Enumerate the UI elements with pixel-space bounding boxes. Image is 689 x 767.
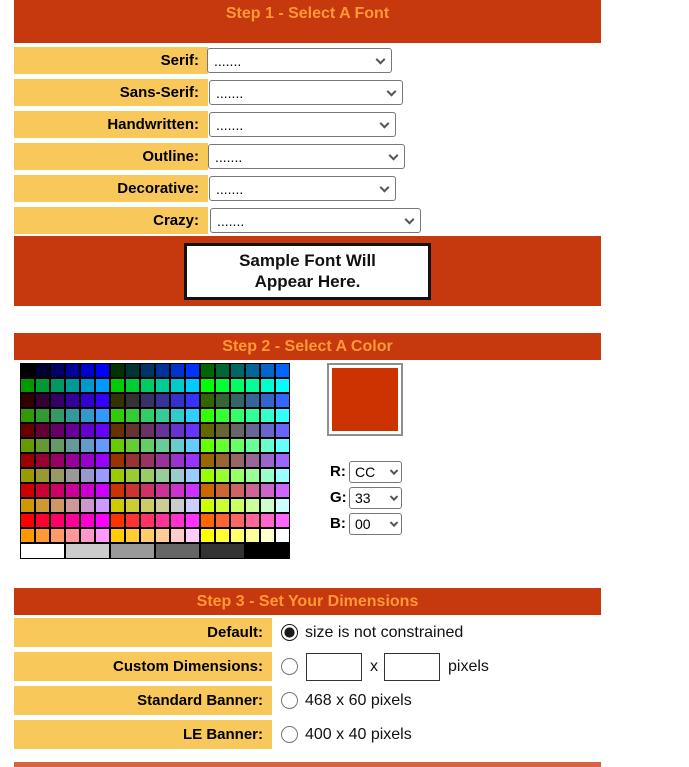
palette-swatch-FF6633[interactable] — [215, 513, 230, 528]
palette-swatch-6600FF[interactable] — [95, 423, 110, 438]
palette-swatch-FFFFCC[interactable] — [260, 528, 275, 543]
palette-swatch-CC0033[interactable] — [35, 483, 50, 498]
palette-swatch-663333[interactable] — [125, 423, 140, 438]
palette-swatch-99FFCC[interactable] — [260, 468, 275, 483]
le-banner-text: 400 x 40 pixels — [305, 725, 412, 743]
palette-swatch-FF99FF[interactable] — [95, 528, 110, 543]
palette-swatch-FF6666[interactable] — [230, 513, 245, 528]
websafe-color-palette — [20, 363, 292, 543]
step1-title: Step 1 - Select A Font — [225, 5, 390, 22]
palette-swatch-00FF66[interactable] — [230, 378, 245, 393]
palette-swatch-CCCC66[interactable] — [140, 498, 155, 513]
palette-swatch-FF0033[interactable] — [35, 513, 50, 528]
palette-swatch-0000FF[interactable] — [95, 363, 110, 378]
palette-swatch-CC6666[interactable] — [230, 483, 245, 498]
palette-swatch-330033[interactable] — [35, 393, 50, 408]
red-value-select[interactable] — [349, 461, 402, 483]
standard-banner-text: 468 x 60 pixels — [305, 691, 412, 709]
palette-swatch-FFCC33[interactable] — [125, 528, 140, 543]
le-banner-radio[interactable] — [281, 726, 298, 743]
palette-swatch-CC99FF[interactable] — [95, 498, 110, 513]
standard-banner-radio[interactable] — [281, 692, 298, 709]
palette-swatch-669999[interactable] — [65, 438, 80, 453]
palette-swatch-CC33CC[interactable] — [170, 483, 185, 498]
palette-swatch-6600CC[interactable] — [80, 423, 95, 438]
palette-swatch-FFCC66[interactable] — [140, 528, 155, 543]
palette-swatch-FFFF66[interactable] — [230, 528, 245, 543]
palette-swatch-996633[interactable] — [215, 453, 230, 468]
palette-swatch-669900[interactable] — [20, 438, 35, 453]
palette-swatch-0066CC[interactable] — [260, 363, 275, 378]
crazy-font-select[interactable] — [210, 208, 421, 233]
standard-banner-row — [0, 686, 689, 715]
palette-swatch-66FF00[interactable] — [200, 438, 215, 453]
palette-swatch-00CC99[interactable] — [155, 378, 170, 393]
palette-swatch-9900FF[interactable] — [95, 453, 110, 468]
palette-swatch-00CC33[interactable] — [125, 378, 140, 393]
crazy-label: Crazy: — [14, 207, 208, 234]
palette-swatch-006699[interactable] — [245, 363, 260, 378]
palette-swatch-FF33CC[interactable] — [170, 513, 185, 528]
step3-title: Step 3 - Set Your Dimensions — [196, 593, 419, 610]
palette-swatch-FF3399[interactable] — [155, 513, 170, 528]
palette-swatch-009933[interactable] — [35, 378, 50, 393]
palette-swatch-00CC00[interactable] — [110, 378, 125, 393]
palette-swatch-6666CC[interactable] — [260, 423, 275, 438]
palette-swatch-FFFFFF[interactable] — [20, 543, 65, 559]
sans-serif-font-select[interactable] — [209, 80, 403, 105]
palette-swatch-336600[interactable] — [200, 393, 215, 408]
palette-swatch-00FFCC[interactable] — [260, 378, 275, 393]
palette-swatch-CC9900[interactable] — [20, 498, 35, 513]
blue-value-select[interactable] — [349, 513, 402, 535]
palette-swatch-0033CC[interactable] — [170, 363, 185, 378]
palette-swatch-009999[interactable] — [65, 378, 80, 393]
standard-banner-label: Standard Banner: — [14, 686, 272, 715]
decorative-font-select[interactable] — [209, 176, 396, 201]
palette-swatch-660066[interactable] — [50, 423, 65, 438]
sans-serif-select-wrap — [209, 80, 403, 105]
palette-swatch-CCCCCC[interactable] — [170, 498, 185, 513]
palette-swatch-33FF99[interactable] — [245, 408, 260, 423]
custom-dimensions-row — [0, 652, 689, 681]
next-section-edge — [14, 762, 601, 767]
palette-swatch-CC99CC[interactable] — [80, 498, 95, 513]
palette-swatch-CC6600[interactable] — [200, 483, 215, 498]
palette-swatch-336666[interactable] — [230, 393, 245, 408]
palette-swatch-00FFFF[interactable] — [275, 378, 290, 393]
rgb-red-row — [330, 460, 402, 483]
palette-swatch-66FFFF[interactable] — [275, 438, 290, 453]
palette-swatch-663300[interactable] — [110, 423, 125, 438]
palette-swatch-000099[interactable] — [65, 363, 80, 378]
palette-swatch-33FF00[interactable] — [200, 408, 215, 423]
le-banner-label: LE Banner: — [14, 720, 272, 749]
red-select-wrap — [349, 461, 402, 483]
palette-swatch-CCFF66[interactable] — [230, 498, 245, 513]
palette-swatch-00CC66[interactable] — [140, 378, 155, 393]
palette-swatch-330000[interactable] — [20, 393, 35, 408]
palette-swatch-FF0099[interactable] — [65, 513, 80, 528]
palette-swatch-660099[interactable] — [65, 423, 80, 438]
palette-swatch-CCCCCC[interactable] — [65, 543, 110, 559]
palette-swatch-009900[interactable] — [20, 378, 35, 393]
step1-header — [14, 0, 601, 43]
palette-swatch-6633CC[interactable] — [170, 423, 185, 438]
palette-swatch-999999[interactable] — [110, 543, 155, 559]
palette-swatch-CC3300[interactable] — [110, 483, 125, 498]
palette-swatch-99FF00[interactable] — [200, 468, 215, 483]
palette-swatch-FF66FF[interactable] — [275, 513, 290, 528]
pixels-suffix: pixels — [448, 657, 489, 675]
palette-swatch-66FF33[interactable] — [215, 438, 230, 453]
palette-swatch-0099FF[interactable] — [95, 378, 110, 393]
outline-select-wrap — [208, 144, 405, 169]
custom-width-input[interactable] — [306, 653, 362, 681]
palette-swatch-33CCFF[interactable] — [185, 408, 200, 423]
palette-swatch-33FF66[interactable] — [230, 408, 245, 423]
palette-swatch-9933CC[interactable] — [170, 453, 185, 468]
palette-swatch-003366[interactable] — [140, 363, 155, 378]
palette-swatch-FFCC99[interactable] — [155, 528, 170, 543]
palette-swatch-CC3366[interactable] — [140, 483, 155, 498]
palette-swatch-FF3366[interactable] — [140, 513, 155, 528]
palette-swatch-996699[interactable] — [245, 453, 260, 468]
serif-font-select[interactable] — [207, 48, 392, 73]
palette-swatch-99CC33[interactable] — [125, 468, 140, 483]
palette-swatch-CCCCFF[interactable] — [185, 498, 200, 513]
palette-swatch-99CCFF[interactable] — [185, 468, 200, 483]
sans-serif-label: Sans-Serif: — [14, 79, 208, 106]
palette-swatch-000000[interactable] — [20, 363, 35, 378]
palette-swatch-999966[interactable] — [50, 468, 65, 483]
palette-swatch-006633[interactable] — [215, 363, 230, 378]
custom-height-input[interactable] — [384, 653, 440, 681]
palette-swatch-999900[interactable] — [20, 468, 35, 483]
palette-swatch-66CC00[interactable] — [110, 438, 125, 453]
palette-swatch-CC3333[interactable] — [125, 483, 140, 498]
palette-swatch-FF3300[interactable] — [110, 513, 125, 528]
step3-header — [14, 588, 601, 615]
palette-swatch-3366CC[interactable] — [260, 393, 275, 408]
palette-swatch-00FF33[interactable] — [215, 378, 230, 393]
palette-swatch-CC9933[interactable] — [35, 498, 50, 513]
palette-swatch-99CC66[interactable] — [140, 468, 155, 483]
palette-swatch-CCCC99[interactable] — [155, 498, 170, 513]
palette-swatch-666600[interactable] — [200, 423, 215, 438]
palette-swatch-CC9966[interactable] — [50, 498, 65, 513]
font-sample-preview — [184, 243, 431, 300]
palette-swatch-333366[interactable] — [140, 393, 155, 408]
palette-swatch-FF9933[interactable] — [35, 528, 50, 543]
handwritten-font-select[interactable] — [209, 112, 396, 137]
palette-swatch-000000[interactable] — [245, 543, 290, 559]
palette-swatch-CC33FF[interactable] — [185, 483, 200, 498]
palette-swatch-FF66CC[interactable] — [260, 513, 275, 528]
palette-swatch-CCCC00[interactable] — [110, 498, 125, 513]
palette-swatch-339933[interactable] — [35, 408, 50, 423]
palette-swatch-CC0000[interactable] — [20, 483, 35, 498]
palette-swatch-3333CC[interactable] — [170, 393, 185, 408]
palette-swatch-333333[interactable] — [125, 393, 140, 408]
palette-swatch-993399[interactable] — [155, 453, 170, 468]
palette-swatch-33CC66[interactable] — [140, 408, 155, 423]
selected-color-fill — [332, 368, 398, 431]
palette-swatch-FF9900[interactable] — [20, 528, 35, 543]
palette-swatch-99CCCC[interactable] — [170, 468, 185, 483]
palette-swatch-6666FF[interactable] — [275, 423, 290, 438]
palette-swatch-FFCCFF[interactable] — [185, 528, 200, 543]
palette-swatch-33CC00[interactable] — [110, 408, 125, 423]
palette-swatch-990066[interactable] — [50, 453, 65, 468]
blue-label: B: — [330, 515, 346, 532]
palette-swatch-333333[interactable] — [200, 543, 245, 559]
default-size-row — [0, 618, 689, 647]
palette-swatch-990099[interactable] — [65, 453, 80, 468]
palette-swatch-9966FF[interactable] — [275, 453, 290, 468]
palette-swatch-66FF66[interactable] — [230, 438, 245, 453]
palette-swatch-666699[interactable] — [245, 423, 260, 438]
palette-swatch-CC6699[interactable] — [245, 483, 260, 498]
le-banner-row — [0, 720, 689, 749]
palette-swatch-999933[interactable] — [35, 468, 50, 483]
palette-swatch-336633[interactable] — [215, 393, 230, 408]
palette-swatch-006600[interactable] — [200, 363, 215, 378]
palette-swatch-666666[interactable] — [230, 423, 245, 438]
palette-swatch-CCCC33[interactable] — [125, 498, 140, 513]
palette-swatch-330066[interactable] — [50, 393, 65, 408]
palette-swatch-9900CC[interactable] — [80, 453, 95, 468]
palette-swatch-993300[interactable] — [110, 453, 125, 468]
palette-swatch-FF33FF[interactable] — [185, 513, 200, 528]
palette-swatch-00FF99[interactable] — [245, 378, 260, 393]
palette-swatch-0099CC[interactable] — [80, 378, 95, 393]
palette-swatch-9966CC[interactable] — [260, 453, 275, 468]
palette-swatch-66CC66[interactable] — [140, 438, 155, 453]
palette-swatch-FFFF99[interactable] — [245, 528, 260, 543]
palette-swatch-CC00FF[interactable] — [95, 483, 110, 498]
custom-dimensions-label: Custom Dimensions: — [14, 652, 272, 681]
sample-text-line1: Sample Font Will — [239, 251, 376, 270]
palette-swatch-CC0066[interactable] — [50, 483, 65, 498]
palette-swatch-00CCCC[interactable] — [170, 378, 185, 393]
palette-swatch-003399[interactable] — [155, 363, 170, 378]
palette-swatch-00FF00[interactable] — [200, 378, 215, 393]
blue-select-wrap — [349, 513, 402, 535]
palette-swatch-3300CC[interactable] — [80, 393, 95, 408]
decorative-label: Decorative: — [14, 175, 208, 202]
palette-swatch-3300FF[interactable] — [95, 393, 110, 408]
palette-swatch-00CCFF[interactable] — [185, 378, 200, 393]
palette-swatch-66CCCC[interactable] — [170, 438, 185, 453]
palette-swatch-CCFF99[interactable] — [245, 498, 260, 513]
green-label: G: — [330, 489, 347, 506]
palette-swatch-FFFFFF[interactable] — [275, 528, 290, 543]
palette-swatch-3366FF[interactable] — [275, 393, 290, 408]
palette-swatch-9933FF[interactable] — [185, 453, 200, 468]
palette-swatch-663399[interactable] — [155, 423, 170, 438]
palette-swatch-CCFFCC[interactable] — [260, 498, 275, 513]
palette-swatch-999999[interactable] — [65, 468, 80, 483]
palette-swatch-993333[interactable] — [125, 453, 140, 468]
palette-swatch-996666[interactable] — [230, 453, 245, 468]
palette-swatch-FF6699[interactable] — [245, 513, 260, 528]
palette-swatch-CC00CC[interactable] — [80, 483, 95, 498]
palette-swatch-000066[interactable] — [50, 363, 65, 378]
palette-swatch-990033[interactable] — [35, 453, 50, 468]
palette-swatch-FFFF33[interactable] — [215, 528, 230, 543]
selected-color-preview — [327, 363, 403, 436]
palette-swatch-339999[interactable] — [65, 408, 80, 423]
palette-swatch-66FF99[interactable] — [245, 438, 260, 453]
palette-swatch-33FF33[interactable] — [215, 408, 230, 423]
palette-swatch-FFCC00[interactable] — [110, 528, 125, 543]
palette-swatch-FF0066[interactable] — [50, 513, 65, 528]
palette-swatch-FF00CC[interactable] — [80, 513, 95, 528]
palette-swatch-99FF99[interactable] — [245, 468, 260, 483]
palette-swatch-FF3333[interactable] — [125, 513, 140, 528]
green-select-wrap — [349, 487, 402, 509]
palette-swatch-330099[interactable] — [65, 393, 80, 408]
palette-swatch-CC66CC[interactable] — [260, 483, 275, 498]
palette-swatch-993366[interactable] — [140, 453, 155, 468]
palette-swatch-006666[interactable] — [230, 363, 245, 378]
palette-swatch-3333FF[interactable] — [185, 393, 200, 408]
palette-swatch-99CC99[interactable] — [155, 468, 170, 483]
rgb-blue-row — [330, 512, 402, 535]
palette-swatch-FF9999[interactable] — [65, 528, 80, 543]
palette-swatch-CC6633[interactable] — [215, 483, 230, 498]
palette-swatch-FF9966[interactable] — [50, 528, 65, 543]
step2-header — [14, 333, 601, 360]
palette-swatch-66FFCC[interactable] — [260, 438, 275, 453]
serif-select-wrap — [207, 48, 392, 73]
palette-swatch-CC66FF[interactable] — [275, 483, 290, 498]
outline-font-select[interactable] — [208, 144, 405, 169]
palette-swatch-33CC33[interactable] — [125, 408, 140, 423]
palette-swatch-66CC33[interactable] — [125, 438, 140, 453]
outline-label: Outline: — [14, 143, 208, 170]
palette-swatch-669933[interactable] — [35, 438, 50, 453]
palette-swatch-CCFFFF[interactable] — [275, 498, 290, 513]
palette-swatch-CC0099[interactable] — [65, 483, 80, 498]
palette-swatch-CCFF00[interactable] — [200, 498, 215, 513]
palette-swatch-99FF66[interactable] — [230, 468, 245, 483]
palette-swatch-990000[interactable] — [20, 453, 35, 468]
handwritten-label: Handwritten: — [14, 111, 208, 138]
palette-swatch-336699[interactable] — [245, 393, 260, 408]
palette-swatch-99CC00[interactable] — [110, 468, 125, 483]
palette-swatch-66CCFF[interactable] — [185, 438, 200, 453]
decorative-select-wrap — [209, 176, 396, 201]
palette-swatch-FF99CC[interactable] — [80, 528, 95, 543]
palette-swatch-333399[interactable] — [155, 393, 170, 408]
palette-swatch-CC9999[interactable] — [65, 498, 80, 513]
palette-swatch-0066FF[interactable] — [275, 363, 290, 378]
red-label: R: — [330, 463, 346, 480]
palette-swatch-666666[interactable] — [155, 543, 200, 559]
palette-swatch-0000CC[interactable] — [80, 363, 95, 378]
palette-swatch-0033FF[interactable] — [185, 363, 200, 378]
palette-swatch-CCFF33[interactable] — [215, 498, 230, 513]
palette-swatch-660000[interactable] — [20, 423, 35, 438]
step2-title: Step 2 - Select A Color — [222, 338, 393, 355]
palette-swatch-6699FF[interactable] — [95, 438, 110, 453]
palette-swatch-33FFFF[interactable] — [275, 408, 290, 423]
sample-band — [14, 236, 601, 306]
palette-swatch-33CCCC[interactable] — [170, 408, 185, 423]
sample-text-line2: Appear Here. — [254, 272, 361, 291]
palette-swatch-669966[interactable] — [50, 438, 65, 453]
palette-swatch-663366[interactable] — [140, 423, 155, 438]
palette-swatch-33CC99[interactable] — [155, 408, 170, 423]
palette-swatch-FF00FF[interactable] — [95, 513, 110, 528]
palette-swatch-6633FF[interactable] — [185, 423, 200, 438]
palette-swatch-66CC99[interactable] — [155, 438, 170, 453]
palette-swatch-009966[interactable] — [50, 378, 65, 393]
palette-swatch-660033[interactable] — [35, 423, 50, 438]
rgb-green-row — [330, 486, 402, 509]
palette-swatch-666633[interactable] — [215, 423, 230, 438]
palette-swatch-003300[interactable] — [110, 363, 125, 378]
palette-swatch-9999CC[interactable] — [80, 468, 95, 483]
palette-swatch-99FFFF[interactable] — [275, 468, 290, 483]
palette-swatch-000033[interactable] — [35, 363, 50, 378]
palette-swatch-99FF33[interactable] — [215, 468, 230, 483]
palette-swatch-FF6600[interactable] — [200, 513, 215, 528]
serif-label: Serif: — [14, 47, 208, 74]
palette-swatch-339966[interactable] — [50, 408, 65, 423]
palette-swatch-3399CC[interactable] — [80, 408, 95, 423]
palette-swatch-3399FF[interactable] — [95, 408, 110, 423]
palette-swatch-FFFF00[interactable] — [200, 528, 215, 543]
palette-swatch-FF0000[interactable] — [20, 513, 35, 528]
default-label: Default: — [14, 618, 272, 647]
palette-swatch-FFCCCC[interactable] — [170, 528, 185, 543]
palette-swatch-339900[interactable] — [20, 408, 35, 423]
default-size-radio[interactable] — [281, 624, 298, 641]
handwritten-select-wrap — [209, 112, 396, 137]
palette-swatch-333300[interactable] — [110, 393, 125, 408]
grayscale-palette-row — [20, 543, 290, 559]
crazy-select-wrap — [210, 208, 421, 233]
palette-swatch-33FFCC[interactable] — [260, 408, 275, 423]
dimension-separator: x — [370, 657, 378, 675]
palette-swatch-996600[interactable] — [200, 453, 215, 468]
default-size-text: size is not constrained — [305, 623, 464, 641]
palette-swatch-003333[interactable] — [125, 363, 140, 378]
palette-swatch-9999FF[interactable] — [95, 468, 110, 483]
palette-swatch-6699CC[interactable] — [80, 438, 95, 453]
green-value-select[interactable] — [349, 487, 402, 509]
palette-swatch-CC3399[interactable] — [155, 483, 170, 498]
custom-dimensions-radio[interactable] — [281, 658, 298, 675]
